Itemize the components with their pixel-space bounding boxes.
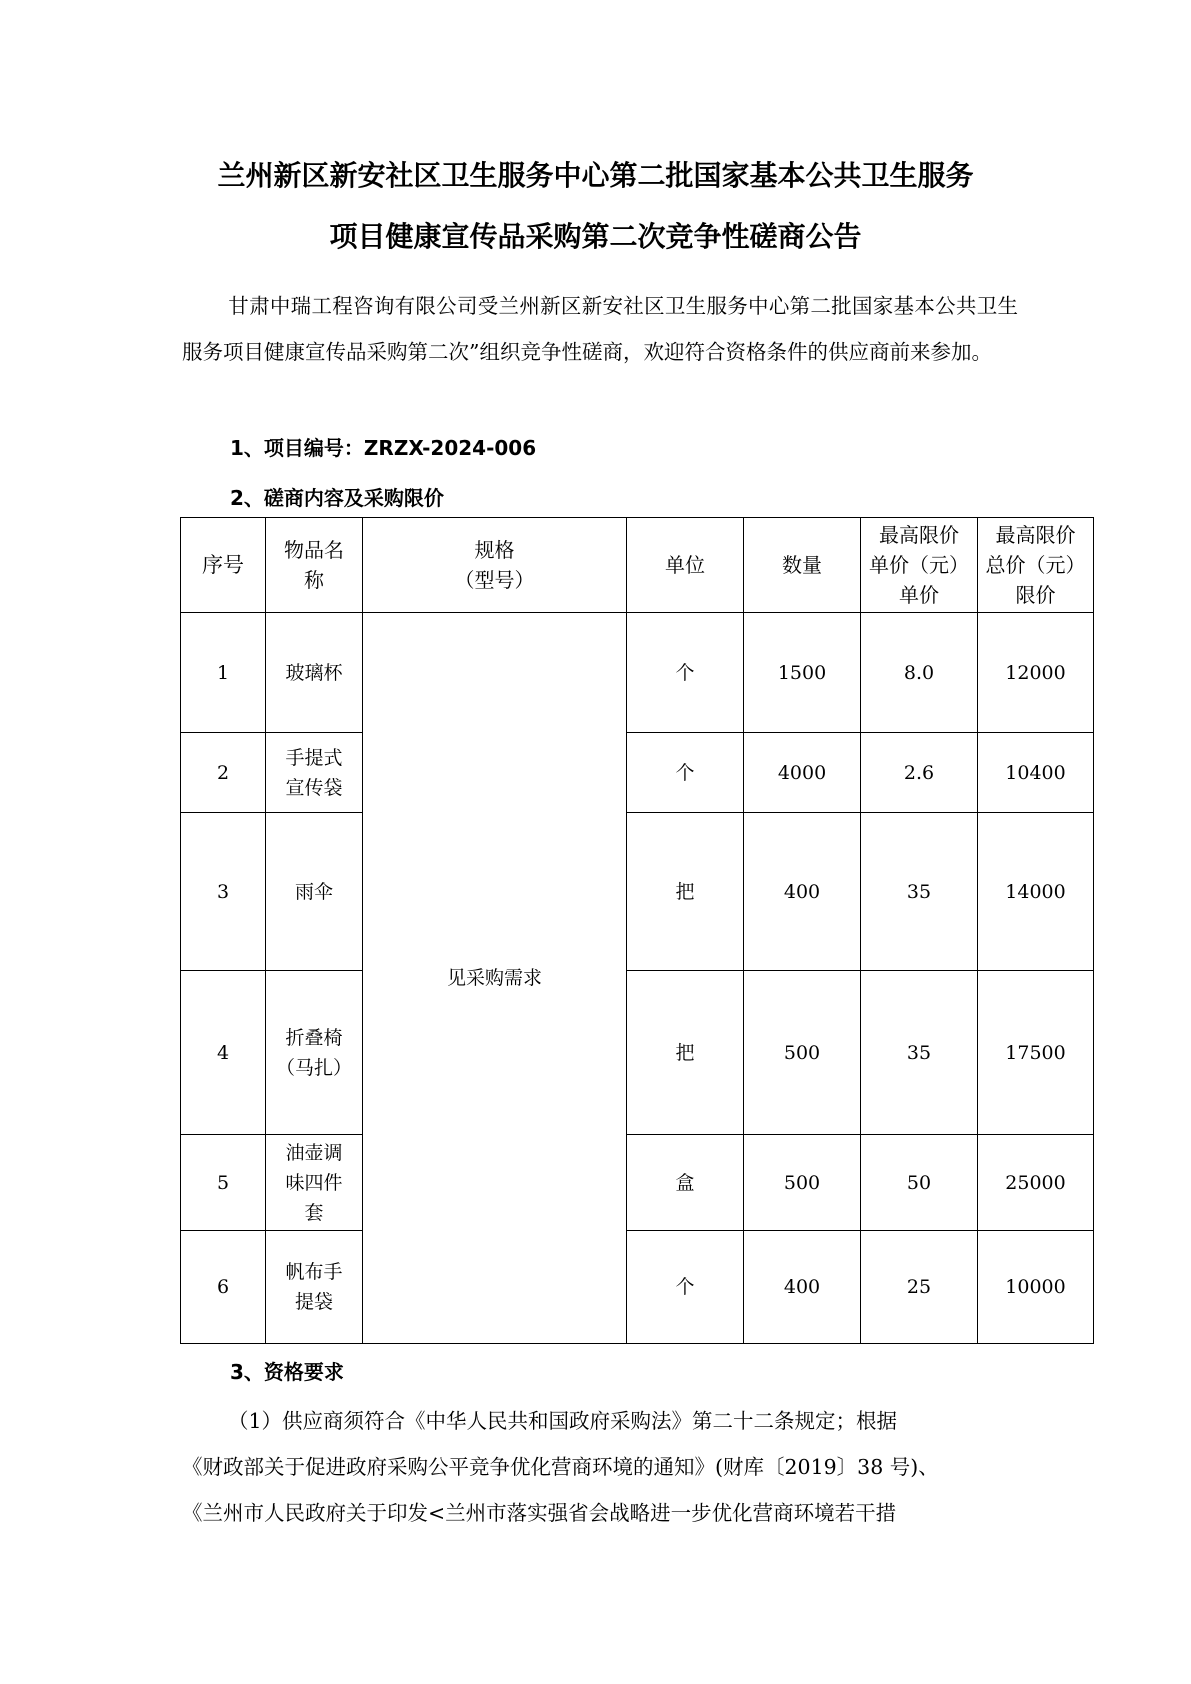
cell-unit: 个: [627, 733, 744, 813]
header-qty: 数量: [744, 518, 861, 613]
table-row: [181, 733, 1094, 813]
cell-name-line: 手提式: [285, 746, 343, 769]
cell-name-line: 宣传袋: [285, 776, 343, 799]
section-project-number: 1、项目编号：ZRZX-2024-006: [230, 436, 537, 460]
intro-paragraph: [182, 283, 1018, 375]
cell-unit: 把: [627, 813, 744, 971]
cell-total: 10000: [978, 1231, 1094, 1344]
header-spec-line: （型号）: [454, 568, 535, 592]
cell-name: [266, 733, 363, 813]
cell-unit-price: 50: [861, 1135, 978, 1231]
cell-unit-price: 35: [861, 971, 978, 1135]
cell-name-line: 提袋: [294, 1291, 333, 1313]
header-total-price-line: 最高限价: [995, 523, 1076, 547]
requirement-paragraph: [182, 1398, 1018, 1536]
cell-name-line: 味四件: [285, 1171, 343, 1194]
document-title-line-1: 兰州新区新安社区卫生服务中心第二批国家基本公共卫生服务: [217, 159, 974, 192]
table-header-row: [181, 518, 1094, 613]
header-total-price: [978, 518, 1094, 613]
intro-text: 甘肃中瑞工程咨询有限公司受兰州新区新安社区卫生服务中心第二批国家基本公共卫生服务项目健康宣传品采购第二次”组织竞争性磋商，欢迎符合资格条件的供应商前来参加。: [182, 294, 1018, 364]
cell-qty: 400: [744, 813, 861, 971]
cell-name-line: 折叠椅: [285, 1026, 343, 1049]
cell-total: 17500: [978, 971, 1094, 1135]
section-qualification-heading: 3、资格要求: [230, 1360, 344, 1384]
requirement-line: 《财政部关于促进政府采购公平竞争优化营商环境的通知》(财库〔2019〕38 号)、: [182, 1455, 939, 1479]
cell-name-line: 玻璃杯: [285, 661, 343, 684]
table-row: [181, 613, 1094, 733]
cell-unit: 个: [627, 613, 744, 733]
header-name-line: 物品名: [284, 538, 344, 562]
cell-total: 25000: [978, 1135, 1094, 1231]
cell-unit-price: 2.6: [861, 733, 978, 813]
document-title-line-2: 项目健康宣传品采购第二次竞争性磋商公告: [329, 220, 862, 253]
cell-qty: 500: [744, 1135, 861, 1231]
header-total-price-line: 限价: [1015, 583, 1056, 607]
header-unit-price-line: 单价: [899, 583, 939, 607]
cell-seq: 1: [181, 613, 266, 733]
section-content-heading: 2、磋商内容及采购限价: [230, 486, 444, 510]
cell-qty: 500: [744, 971, 861, 1135]
header-spec-line: 规格: [474, 538, 515, 562]
cell-seq: 2: [181, 733, 266, 813]
header-unit-price-line: 最高限价: [879, 523, 959, 547]
cell-name: [266, 1231, 363, 1344]
header-unit-price: [861, 518, 978, 613]
cell-seq: 4: [181, 971, 266, 1135]
requirement-line: （1）供应商须符合《中华人民共和国政府采购法》第二十二条规定；根据: [228, 1409, 898, 1433]
procurement-table: [180, 517, 1094, 1344]
header-name: [266, 518, 363, 613]
cell-total: 12000: [978, 613, 1094, 733]
header-seq: 序号: [181, 518, 266, 613]
cell-seq: 3: [181, 813, 266, 971]
cell-name: [266, 813, 363, 971]
cell-unit: 个: [627, 1231, 744, 1344]
header-total-price-line: 总价（元）: [985, 553, 1086, 577]
table-row: [181, 971, 1094, 1135]
cell-name: [266, 613, 363, 733]
cell-name-line: （马扎）: [275, 1056, 352, 1079]
cell-unit: 盒: [627, 1135, 744, 1231]
table-row: [181, 1231, 1094, 1344]
cell-name-line: 套: [304, 1201, 324, 1224]
cell-seq: 6: [181, 1231, 266, 1344]
cell-name: [266, 971, 363, 1135]
cell-seq: 5: [181, 1135, 266, 1231]
cell-name-line: 油壶调: [285, 1141, 343, 1164]
cell-name-line: 帆布手: [285, 1261, 343, 1283]
requirement-line: 《兰州市人民政府关于印发<兰州市落实强省会战略进一步优化营商环境若干措: [182, 1501, 897, 1525]
cell-total: 10400: [978, 733, 1094, 813]
header-name-line: 称: [304, 568, 324, 592]
table-row: [181, 813, 1094, 971]
cell-name: [266, 1135, 363, 1231]
cell-unit-price: 35: [861, 813, 978, 971]
header-spec: [363, 518, 627, 613]
cell-spec-merged: 见采购需求: [363, 613, 627, 1344]
table-row: [181, 1135, 1094, 1231]
cell-unit: 把: [627, 971, 744, 1135]
header-unit: 单位: [627, 518, 744, 613]
cell-unit-price: 8.0: [861, 613, 978, 733]
cell-unit-price: 25: [861, 1231, 978, 1344]
cell-qty: 4000: [744, 733, 861, 813]
header-unit-price-line: 单价（元）: [869, 553, 969, 577]
cell-name-line: 雨伞: [294, 880, 333, 903]
cell-qty: 400: [744, 1231, 861, 1344]
cell-total: 14000: [978, 813, 1094, 971]
cell-qty: 1500: [744, 613, 861, 733]
